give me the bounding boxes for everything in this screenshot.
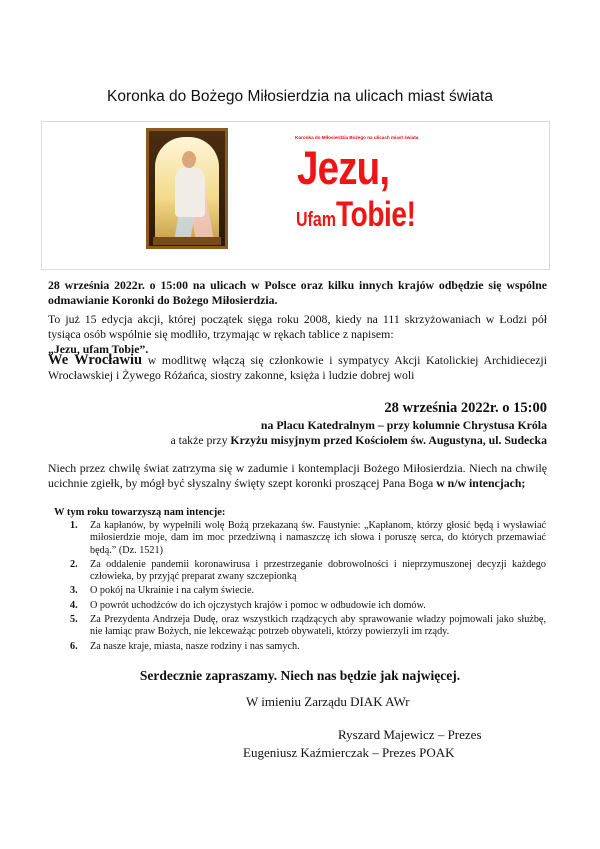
history-paragraph: To już 15 edycja akcji, której początek sięga roku 2008, kiedy na 111 skrzyżowaniach w Łodzi pół tysiąca osób wspólnie się modliło, trzymając w rękach tablice z napisem: (48, 312, 547, 341)
banner-small-line: Koronka do Miłosierdzia Bożego na ulicach miast świata (295, 135, 419, 140)
pause-paragraph (48, 461, 547, 491)
divine-mercy-image (146, 128, 228, 249)
slogan: „Jezu, ufam Tobie”. (48, 342, 149, 356)
list-item: 5. Za Prezydenta Andrzeja Dudę, oraz wszystkich rządzących aby sprawowanie władzy pojmowali jako służbę, nie łamiąc praw Bożych, nie lekceważąc potrzeb obywateli, którzy powierzyli im rządy. (70, 614, 546, 638)
wroclaw-lead: We Wrocławiu (48, 352, 143, 368)
wroclaw-paragraph (48, 353, 547, 383)
list-item: 1. Za kapłanów, by wypełnili wolę Bożą przekazaną św. Faustynie: „Kapłanom, którzy głosić będą i wysławiać miłosierdzie moje, dam im moc przedziwną i namaszczę ich słowa i poruszę serca, do których przemawiać będą.” (Dz. 1521) (70, 520, 546, 556)
event-place-2-name: Krzyżu misyjnym przed Kościołem św. Augustyna, ul. Sudecka (230, 433, 547, 447)
list-item: 2. Za oddalenie pandemii koronawirusa i przestrzeganie dobrowolności i nieprzymuszonej decyzji każdego człowieka, by przyjąć preparat zwany szczepionką (70, 558, 546, 583)
on-behalf: W imieniu Zarządu DIAK AWr (246, 694, 410, 709)
event-place-2 (48, 433, 547, 448)
list-item: 6. Za nasze kraje, miasta, nasze rodziny i nas samych. (70, 640, 300, 652)
pause-bold: w n/w intencjach; (436, 476, 526, 490)
event-place: na Placu Katedralnym – przy kolumnie Chrystusa Króla (260, 418, 547, 432)
event-date: 28 września 2022r. o 15:00 (384, 400, 547, 416)
page-title: Koronka do Bożego Miłosierdzia na ulicach miast świata (107, 88, 493, 105)
intentions-list (68, 520, 546, 655)
intro-paragraph: 28 września 2022r. o 15:00 na ulicach w Polsce oraz kilku innych krajów odbędzie się wspólne odmawianie Koronki do Bożego Miłosierdzia. (48, 278, 547, 307)
list-item: 3. O pokój na Ukrainie i na całym świecie. (70, 585, 255, 597)
banner-word-ufam: Ufam (296, 209, 337, 231)
banner-word-tobie: Tobie! (336, 195, 416, 234)
signature-2: Eugeniusz Kaźmierczak – Prezes POAK (243, 745, 455, 760)
banner-headline-jezu: Jezu, (297, 141, 390, 194)
wroclaw-text: w modlitwę włączą się członkowie i sympatycy Akcji Katolickiej Archidiecezji Wrocławskiej i Żywego Różańca, siostry zakonne, księża i ludzie dobrej woli (48, 353, 547, 382)
event-place-2-prefix: a także przy (170, 433, 231, 447)
banner (41, 121, 550, 270)
banner-headline-ufam-tobie (296, 197, 416, 232)
intentions-heading: W tym roku towarzyszą nam intencje: (54, 507, 226, 518)
signature-1: Ryszard Majewicz – Prezes (338, 727, 482, 742)
invitation: Serdecznie zapraszamy. Niech nas będzie jak najwięcej. (139, 668, 461, 683)
pause-text: Niech przez chwilę świat zatrzyma się w zadumie i kontemplacji Bożego Miłosierdzia. Niech na chwilę ucichnie zgiełk, by mógł być słyszalny święty szept koronki proszącej Pana Boga (48, 461, 547, 490)
list-item: 4. O powrót uchodźców do ich ojczystych krajów i pomoc w odbudowie ich domów. (70, 599, 426, 611)
